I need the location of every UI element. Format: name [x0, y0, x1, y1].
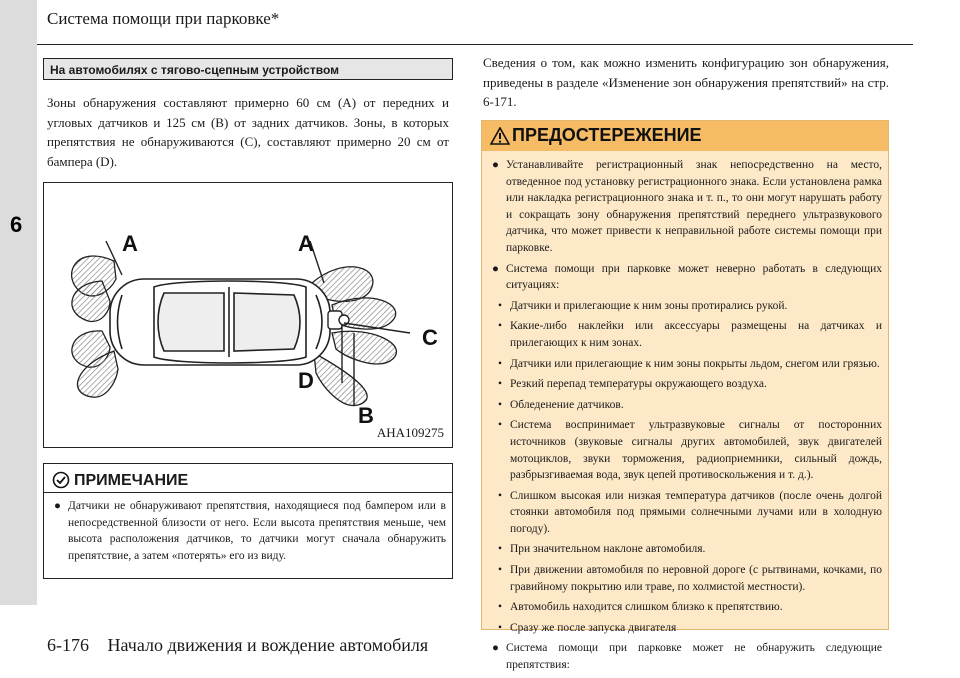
list-marker: • [498, 601, 503, 614]
list-marker: • [498, 489, 503, 502]
caution-header [482, 121, 888, 151]
caution-item-text: При значительном наклоне автомобиля. [510, 543, 706, 556]
caution-list [492, 157, 882, 678]
list-marker: ● [492, 262, 499, 275]
note-body: Датчики не обнаруживают препятствия, находящиеся под бампером или в непосредственной близости от него. Если высота препятствия меньше, чем высота расположения датчиков, то датчики могут сначала обнаружить препятствие, а затем «потерять» его из виду. [68, 500, 446, 562]
page-number: 6-176 [47, 635, 89, 655]
caution-item-text: Слишком высокая или низкая температура датчиков (после очень долгой стоянки автомобиля под прямыми солнечными лучами или в холодную погоду). [510, 489, 882, 535]
caution-sub-item [492, 541, 882, 558]
label-d: D [298, 368, 314, 393]
tow-hitch-label: На автомобилях с тягово-сцепным устройством [43, 58, 453, 80]
list-marker: • [498, 320, 503, 333]
note-icon [52, 471, 70, 489]
caution-sub-item [492, 298, 882, 315]
label-a-corner: A [298, 231, 314, 256]
detection-zone-diagram [43, 182, 453, 448]
list-marker: • [498, 378, 503, 391]
list-marker: ● [492, 159, 499, 171]
chapter-side-tab [0, 0, 37, 605]
chapter-number: 6 [10, 212, 23, 237]
note-text-block [54, 498, 446, 564]
label-c: C [422, 325, 438, 350]
caution-item-text: Автомобиль находится слишком близко к препятствию. [510, 601, 783, 614]
caution-sub-item [492, 356, 882, 373]
figure-code: AHA109275 [376, 425, 444, 440]
label-a-front: A [122, 231, 138, 256]
caution-item-text: Обледенение датчиков. [510, 398, 624, 411]
note-separator [44, 492, 452, 493]
list-marker: • [498, 419, 503, 432]
caution-item-text: Система помощи при парковке может не обнаружить следующие препятствия: [506, 642, 882, 672]
caution-item-text: При движении автомобиля по неровной дороге (с рытвинами, кочками, по гравийному покрытию или траве, по холмистой местности). [510, 564, 882, 593]
caution-item-text: Система помощи при парковке может неверно работать в следующих ситуациях: [506, 262, 882, 292]
list-marker: • [498, 621, 503, 634]
caution-sub-item [492, 318, 882, 351]
page-header-title: Система помощи при парковке* [47, 9, 280, 28]
caution-title: ПРЕДОСТЕРЕЖЕНИЕ [512, 125, 702, 145]
page-footer [47, 635, 428, 656]
list-marker: • [498, 564, 503, 577]
detection-zones-text: Зоны обнаружения составляют примерно 60 см (A) от передних и угловых датчиков и 125 см (B) от задних датчиков. Зоны, в которых препятствия не обнаруживаются (C), составляют примерно 20 см от бампера (D). [47, 95, 449, 169]
caution-item-text: Датчики и прилегающие к ним зоны протирались рукой. [510, 299, 788, 312]
caution-sub-item [492, 376, 882, 393]
caution-bullet-item [492, 261, 882, 294]
caution-bullet-item [492, 640, 882, 673]
note-bullet: ● [54, 500, 61, 512]
list-marker: • [498, 299, 503, 312]
list-marker: • [498, 357, 503, 370]
footer-section-title: Начало движения и вождение автомобиля [107, 635, 429, 655]
caution-item-text: Какие-либо наклейки или аксессуары размещены на датчиках и прилегающих к ним зонах. [510, 320, 882, 349]
caution-sub-item [492, 397, 882, 414]
note-title: ПРИМЕЧАНИЕ [74, 472, 189, 489]
header-rule [37, 44, 913, 45]
label-b: B [358, 403, 374, 428]
warning-triangle-icon [490, 127, 510, 145]
caution-item-text: Система воспринимает ультразвуковые сигналы от посторонних источников (звуковые сигналы других автомобилей, звук двигателей мотоциклов, звуки торможения, радиоприемники, сильный дождь, разбрызгиваемая вода, звук цепей противоскольжения и т. д.). [510, 419, 882, 482]
caution-sub-item [492, 599, 882, 616]
list-marker: • [498, 543, 503, 556]
caution-item-text: Датчики или прилегающие к ним зоны покрыты льдом, снегом или грязью. [510, 357, 880, 370]
note-box [43, 463, 453, 579]
list-marker: • [498, 398, 503, 411]
caution-item-text: Устанавливайте регистрационный знак непосредственно на место, отведенное под установку регистрационного знака. Если установлена рамка или накладка регистрационного знака и т. п., то они могут нарушать работу и сокращать зону обнаружения препятствий переднего ультразвукового датчика, что может привести к неправильной работе системы помощи при парковке. [506, 159, 882, 254]
caution-item-text: Сразу же после запуска двигателя [510, 621, 677, 634]
list-marker: ● [492, 642, 499, 655]
caution-sub-item [492, 417, 882, 483]
caution-box [481, 120, 889, 672]
caution-bullet-item [492, 157, 882, 257]
car-sensor-illustration [44, 183, 454, 449]
caution-item-text: Резкий перепад температуры окружающего воздуха. [510, 378, 767, 391]
caution-sub-item [492, 488, 882, 538]
car-body [110, 279, 330, 365]
zone-config-reference: Сведения о том, как можно изменить конфигурацию зон обнаружения, приведены в разделе «Изменение зон обнаружения препятствий» на стр. 6-171. [483, 55, 889, 109]
caution-sub-item [492, 562, 882, 595]
caution-sub-item [492, 620, 882, 637]
